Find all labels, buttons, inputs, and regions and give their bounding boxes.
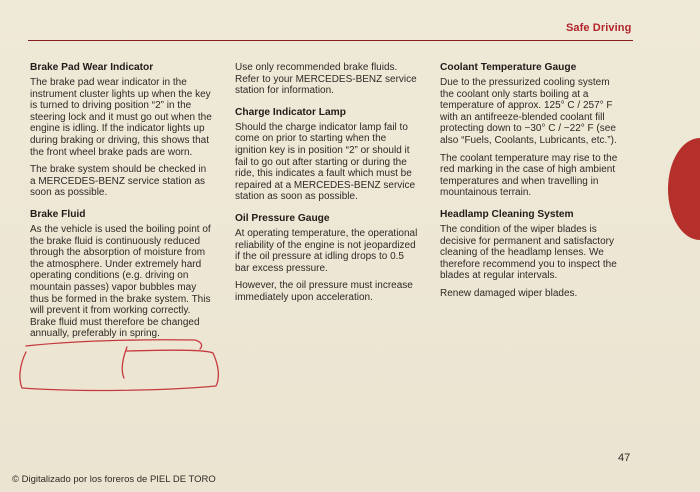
paragraph: The coolant temperature may rise to the red marking in the case of high ambient temperatures and when travelling in mountainous terrain. bbox=[440, 152, 618, 199]
paragraph: Due to the pressurized cooling system the coolant only starts boiling at a temperature of approx. 125° C / 257° F with an antifreeze-blended coolant fill protecting down to −30° C / −22° F (see also “Fuels, Coolants, Lubricants, etc.”). bbox=[440, 77, 617, 146]
column-1 bbox=[30, 62, 214, 346]
heading-coolant-temperature-gauge: Coolant Temperature Gauge bbox=[440, 62, 577, 73]
section-title: Safe Driving bbox=[566, 22, 632, 34]
heading-charge-indicator-lamp: Charge Indicator Lamp bbox=[235, 106, 346, 118]
paragraph: However, the oil pressure must increase immediately upon acceleration. bbox=[235, 280, 413, 303]
paragraph: The brake pad wear indicator in the instrument cluster lights up when the key is turned to driving position “2” in the steering lock and it must go out when the engine is idling. If the indicator lights up during braking or driving, this shows that the front wheel brake pads are worn. bbox=[30, 77, 212, 158]
heading-brake-fluid: Brake Fluid bbox=[30, 208, 86, 220]
column-2 bbox=[235, 62, 419, 310]
heading-headlamp-cleaning-system: Headlamp Cleaning System bbox=[440, 208, 574, 220]
paragraph: Should the charge indicator lamp fail to come on prior to starting when the ignition key is in position “2” or should it fail to go out after starting or during the ride, this indicates a fault which must be repaired at a MERCEDES-BENZ service station as soon as possible. bbox=[235, 121, 416, 203]
paragraph: At operating temperature, the operational reliability of the engine is not jeopardized if the oil pressure at idling drops to 0.5 bar excess pressure. bbox=[235, 227, 418, 274]
heading-brake-pad-wear-indicator: Brake Pad Wear Indicator bbox=[30, 62, 154, 73]
column-3 bbox=[440, 62, 624, 306]
paragraph: Renew damaged wiper blades. bbox=[440, 287, 578, 299]
paragraph: The brake system should be checked in a MERCEDES-BENZ service station as soon as possible. bbox=[30, 164, 207, 199]
heading-oil-pressure-gauge: Oil Pressure Gauge bbox=[235, 212, 330, 224]
scan-credit: © Digitalizado por los foreros de PIEL DE TORO bbox=[12, 474, 216, 485]
paragraph: The condition of the wiper blades is decisive for permanent and satisfactory cleaning of the headlamp lenses. We therefore recommend you to inspect the blades at regular intervals. bbox=[440, 223, 617, 282]
header-rule bbox=[28, 40, 633, 41]
paragraph: Use only recommended brake fluids. Refer to your MERCEDES-BENZ service station for information. bbox=[235, 62, 417, 97]
chapter-tab-marker bbox=[668, 138, 700, 240]
paragraph: As the vehicle is used the boiling point of the brake fluid is continuously reduced through the absorption of moisture from the atmosphere. Under extremely hard operating conditions (e.g. driving on mountain passes) vapor bubbles may thus be formed in the brake system. This will prevent it from working correctly. Brake fluid must therefore be changed annually, preferably in spring. bbox=[30, 223, 211, 340]
page-number: 47 bbox=[618, 452, 631, 464]
